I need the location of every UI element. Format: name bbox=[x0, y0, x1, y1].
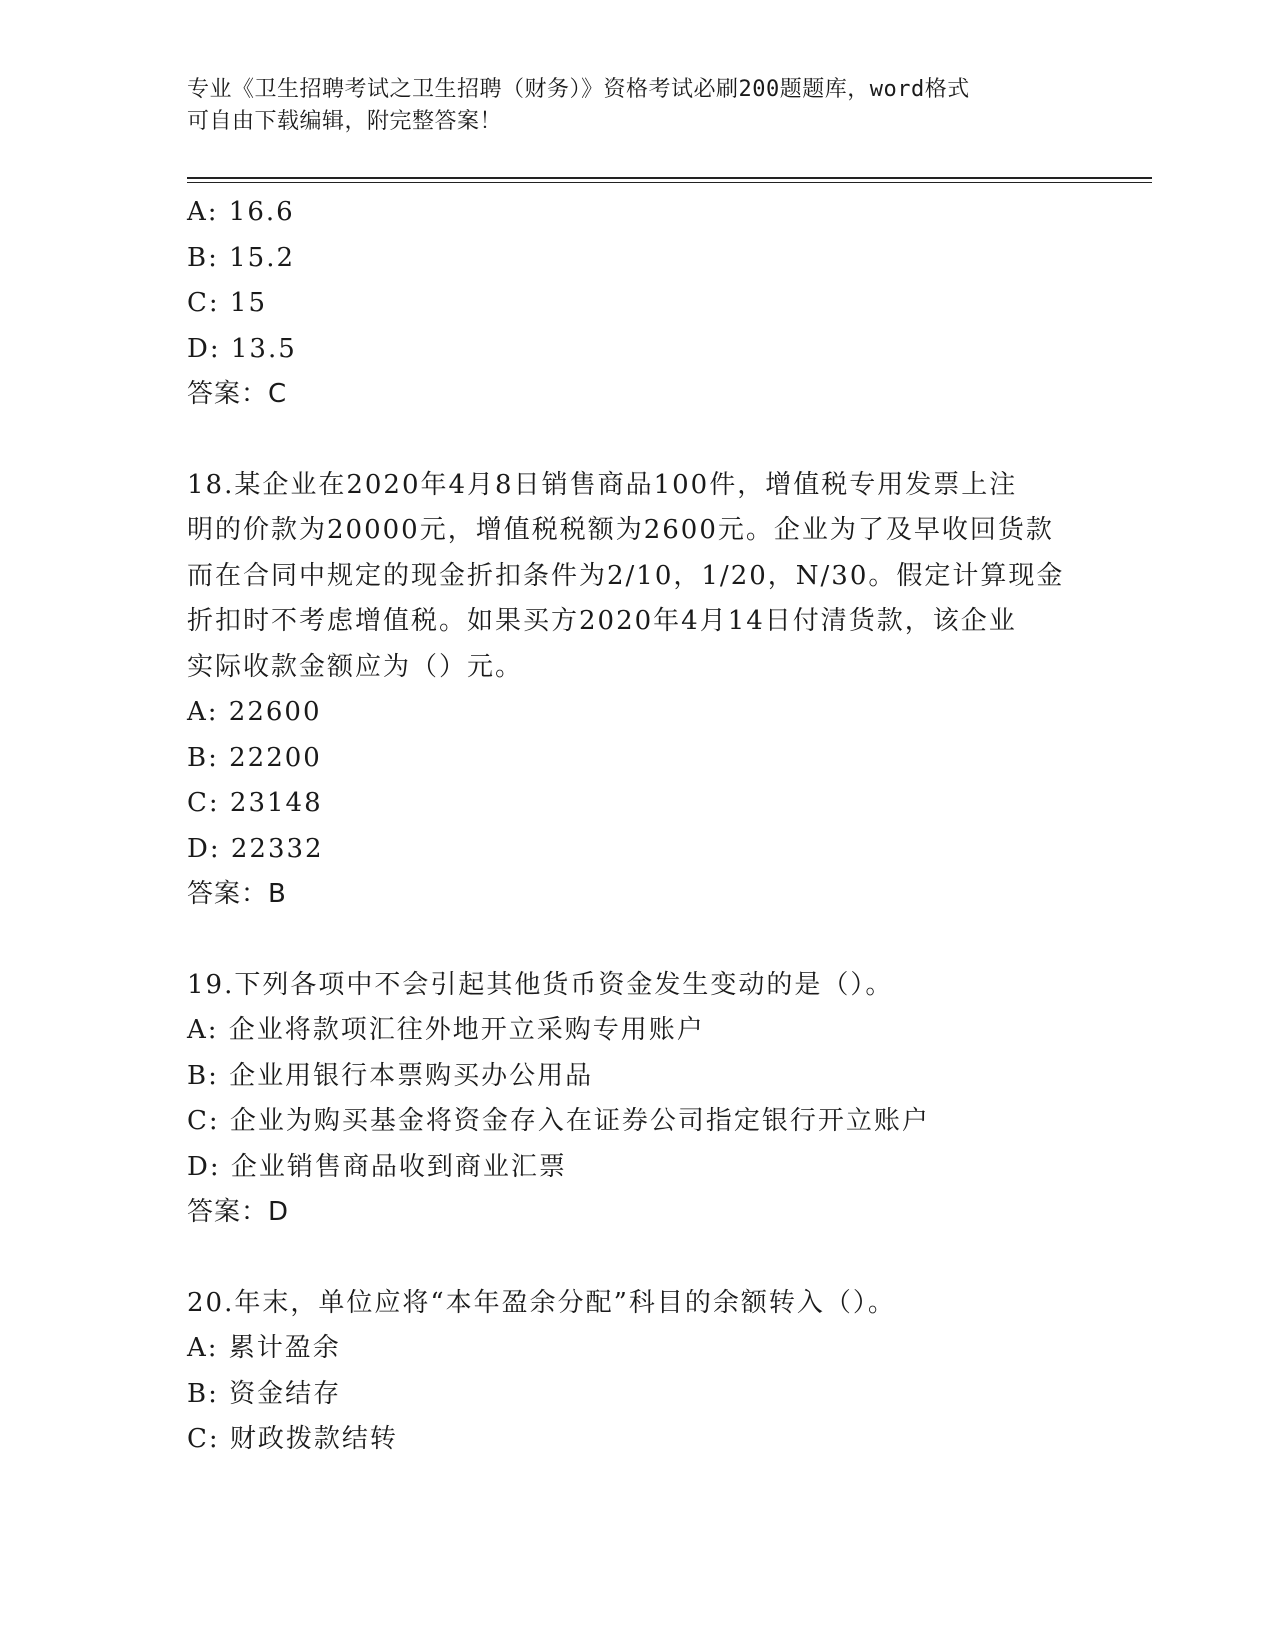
option-b: B: 22200 bbox=[187, 742, 322, 773]
answer: 答案：B bbox=[187, 879, 287, 909]
option-d: D: 13.5 bbox=[187, 333, 297, 364]
option-c: C: 企业为购买基金将资金存入在证券公司指定银行开立账户 bbox=[187, 1106, 930, 1136]
header-rule-thick bbox=[187, 177, 1152, 179]
option-d: D: 企业销售商品收到商业汇票 bbox=[187, 1151, 567, 1182]
question-18 bbox=[187, 463, 1087, 918]
spacer bbox=[187, 418, 1087, 463]
option-c: C: 23148 bbox=[187, 788, 323, 818]
option-a: A: 22600 bbox=[187, 697, 322, 727]
option-d: D: 22332 bbox=[187, 833, 324, 864]
question-19 bbox=[187, 963, 1087, 1236]
question-stem-line: 明的价款为20000元，增值税税额为2600元。企业为了及早收回货款 bbox=[187, 515, 1054, 545]
question-stem-line: 折扣时不考虑增值税。如果买方2020年4月14日付清货款，该企业 bbox=[187, 606, 1017, 636]
question-17 bbox=[187, 190, 1087, 418]
question-stem-line: 18.某企业在2020年4月8日销售商品100件，增值税专用发票上注 bbox=[187, 469, 1018, 500]
question-stem: 19.下列各项中不会引起其他货币资金发生变动的是（）。 bbox=[187, 969, 894, 1000]
header-line-2: 可自由下载编辑，附完整答案！ bbox=[187, 109, 503, 134]
option-b: B: 资金结存 bbox=[187, 1378, 342, 1409]
option-a: A: 16.6 bbox=[187, 197, 295, 227]
document-content bbox=[187, 190, 1087, 1463]
question-stem: 20.年末，单位应将“本年盈余分配”科目的余额转入（）。 bbox=[187, 1287, 896, 1318]
option-c: C: 15 bbox=[187, 288, 268, 318]
answer: 答案：C bbox=[187, 379, 288, 409]
answer: 答案：D bbox=[187, 1197, 290, 1227]
header-rule-thin bbox=[187, 182, 1152, 183]
header-line-1: 专业《卫生招聘考试之卫生招聘（财务）》资格考试必刷200题题库，word格式 bbox=[187, 77, 970, 102]
option-a: A: 累计盈余 bbox=[187, 1333, 341, 1363]
option-b: B: 15.2 bbox=[187, 242, 296, 273]
document-header bbox=[187, 74, 1067, 138]
question-stem-line: 而在合同中规定的现金折扣条件为2/10，1/20，N/30。假定计算现金 bbox=[187, 560, 1065, 591]
option-a: A: 企业将款项汇往外地开立采购专用账户 bbox=[187, 1015, 705, 1045]
question-stem-line: 实际收款金额应为（）元。 bbox=[187, 651, 524, 682]
question-20 bbox=[187, 1281, 1087, 1463]
spacer bbox=[187, 1236, 1087, 1281]
spacer bbox=[187, 918, 1087, 963]
option-b: B: 企业用银行本票购买办公用品 bbox=[187, 1060, 594, 1091]
option-c: C: 财政拨款结转 bbox=[187, 1424, 398, 1454]
